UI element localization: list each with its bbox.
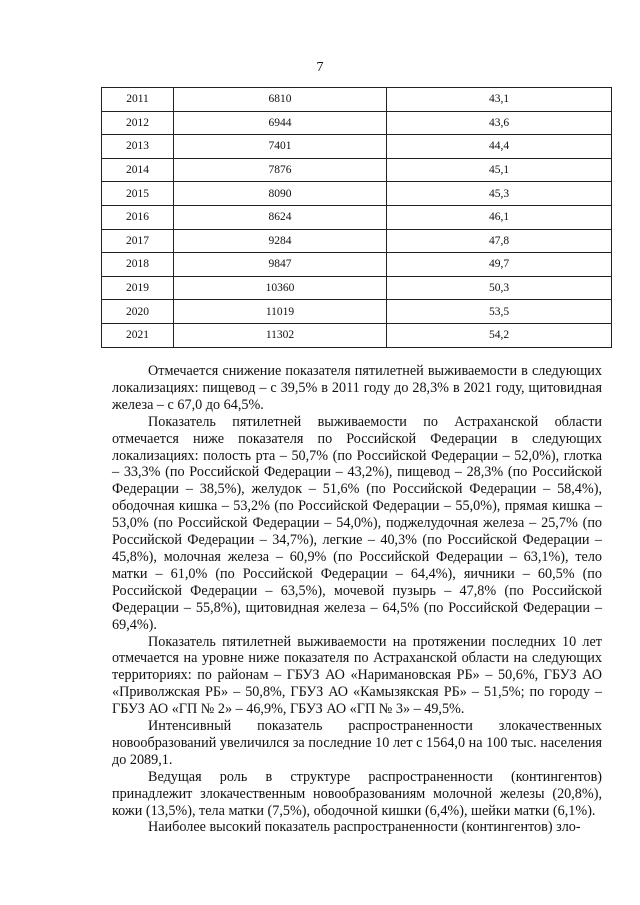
year-cell: 2019 (102, 276, 174, 300)
data-table (101, 87, 612, 348)
count-cell: 7401 (174, 135, 387, 159)
year-cell: 2021 (102, 323, 174, 347)
rate-cell: 45,1 (387, 158, 612, 182)
table-row (102, 88, 612, 112)
rate-cell: 46,1 (387, 205, 612, 229)
paragraph: Отмечается снижение показателя пятилетней выживаемости в следующих локализациях: пищевод – с 39,5% в 2011 году до 28,3% в 2021 году, щитовидная железа – с 67,0 до 64,5%. (112, 363, 602, 413)
rate-cell: 45,3 (387, 182, 612, 206)
rate-cell: 43,1 (387, 88, 612, 112)
count-cell: 6944 (174, 111, 387, 135)
paragraph: Наиболее высокий показатель распространенности (контингентов) зло- (148, 819, 581, 836)
body-text (112, 363, 602, 836)
rate-cell: 43,6 (387, 111, 612, 135)
table-row (102, 300, 612, 324)
count-cell: 6810 (174, 88, 387, 112)
table-row (102, 111, 612, 135)
rate-cell: 50,3 (387, 276, 612, 300)
paragraph: Интенсивный показатель распространенности злокачественных новообразований увеличился за последние 10 лет с 1564,0 на 100 тыс. населения до 2089,1. (112, 718, 602, 768)
rate-cell: 53,5 (387, 300, 612, 324)
count-cell: 9284 (174, 229, 387, 253)
paragraph: Показатель пятилетней выживаемости по Астраханской области отмечается ниже показателя по Российской Федерации в следующих локализациях: полость рта – 50,7% (по Российской Федерации – 52,0%), глотка – 33,3% (по Российской Федерации – 43,2%), пищевод – 28,3% (по Российской Федерации – 38,5%), желудок – 51,6% (по Российской Федерации – 58,4%), ободочная кишка – 53,2% (по Российской Федерации – 55,0%), прямая кишка – 53,0% (по Российской Федерации – 54,0%), поджелудочная железа – 25,7% (по Российской Федерации – 34,7%), легкие – 40,3% (по Российской Федерации – 45,8%), молочная железа – 60,9% (по Российской Федерации – 63,1%), тело матки – 61,0% (по Российской Федерации – 64,4%), яичники – 60,5% (по Российской Федерации – 63,5%), мочевой пузырь – 47,8% (по Российской Федерации – 55,8%), щитовидная железа – 64,5% (по Российской Федерации – 69,4%). (112, 413, 602, 633)
year-cell: 2012 (102, 111, 174, 135)
year-cell: 2014 (102, 158, 174, 182)
table-row (102, 323, 612, 347)
table-row (102, 158, 612, 182)
table-row (102, 135, 612, 159)
table-row (102, 229, 612, 253)
paragraph: Показатель пятилетней выживаемости на протяжении последних 10 лет отмечается на уровне ниже показателя по Астраханской области на следующих территориях: по районам – ГБУЗ АО «Наримановская РБ» – 50,6%, ГБУЗ АО «Приволжская РБ» – 50,8%, ГБУЗ АО «Камызякская РБ» – 51,5%; по городу – ГБУЗ АО «ГП № 2» – 46,9%, ГБУЗ АО «ГП № 3» – 49,5%. (112, 633, 602, 718)
count-cell: 11302 (174, 323, 387, 347)
count-cell: 9847 (174, 253, 387, 277)
table-row (102, 276, 612, 300)
rate-cell: 54,2 (387, 323, 612, 347)
page-number: 7 (316, 60, 324, 75)
year-cell: 2018 (102, 253, 174, 277)
rate-cell: 49,7 (387, 253, 612, 277)
table-row (102, 205, 612, 229)
year-cell: 2016 (102, 205, 174, 229)
table-row (102, 182, 612, 206)
count-cell: 10360 (174, 276, 387, 300)
year-cell: 2011 (102, 88, 174, 112)
paragraph: Ведущая роль в структуре распространенности (контингентов) принадлежит злокачественным новообразованиям молочной железы (20,8%), кожи (13,5%), тела матки (7,5%), ободочной кишки (6,4%), шейки матки (6,1%). (112, 768, 602, 819)
count-cell: 11019 (174, 300, 387, 324)
count-cell: 8624 (174, 205, 387, 229)
year-cell: 2013 (102, 135, 174, 159)
year-cell: 2017 (102, 229, 174, 253)
year-cell: 2015 (102, 182, 174, 206)
count-cell: 8090 (174, 182, 387, 206)
count-cell: 7876 (174, 158, 387, 182)
rate-cell: 44,4 (387, 135, 612, 159)
rate-cell: 47,8 (387, 229, 612, 253)
year-cell: 2020 (102, 300, 174, 324)
table-row (102, 253, 612, 277)
